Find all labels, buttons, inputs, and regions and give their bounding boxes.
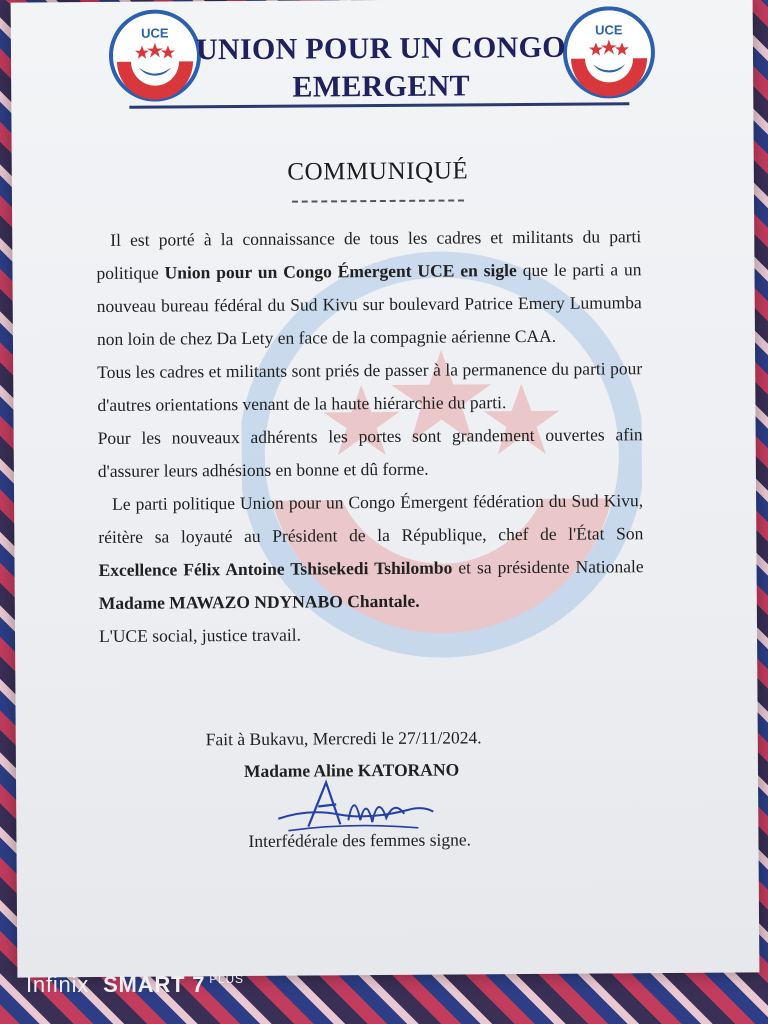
slogan-line: L'UCE social, justice travail.	[98, 624, 302, 646]
heading-underline	[292, 199, 464, 202]
camera-watermark	[26, 972, 244, 998]
signer-role: Interfédérale des femmes signe.	[248, 829, 472, 851]
logo-text: UCE	[141, 25, 169, 41]
camera-model-suffix: PLUS	[209, 972, 244, 986]
communique-body	[96, 220, 644, 653]
loyalty-text-mid: et sa présidente Nationale	[452, 556, 644, 578]
party-name-bold: Union pour un Congo Émergent UCE en sigle	[164, 260, 517, 283]
party-name-title: UNION POUR UN CONGO EMERGENT	[195, 30, 566, 104]
camera-brand: Infinix	[26, 972, 90, 997]
national-president-bold: Madame MAWAZO NDYNABO Chantale.	[98, 590, 420, 614]
announcement-text-end: que le parti a un nouveau bureau fédéral du Sud Kivu sur boulevard Patrice Emery Lumumba non loin de chez Da Lety en face de la compagnie aérienne CAA.	[96, 259, 642, 350]
paragraph-announcement	[96, 220, 642, 356]
date-place-line: Fait à Bukavu, Mercredi le 27/11/2024.	[205, 727, 482, 750]
party-logo-left	[109, 9, 202, 102]
document-heading: COMMUNIQUÉ	[287, 157, 469, 186]
party-logo-right	[563, 6, 656, 99]
president-name-bold: Excellence Félix Antoine Tshisekedi Tshilombo	[98, 557, 453, 581]
camera-model: SMART 7	[103, 972, 206, 997]
signer-name: Madame Aline KATORANO	[243, 759, 460, 781]
paragraph-invitation: Tous les cadres et militants sont priés de passer à la permanence du parti pour d'autres orientations venant de la haute hiérarchie du parti.	[97, 358, 643, 416]
loyalty-text-start: Le parti politique Union pour un Congo Émergent fédération du Sud Kivu, réitère sa loyauté au Président de la République, chef de l'État Son	[98, 490, 644, 548]
paragraph-new-members: Pour les nouveaux adhérents les portes sont grandement ouvertes afin d'assurer leurs adhésions en bonne et dû forme.	[97, 424, 643, 482]
paragraph-loyalty	[98, 484, 644, 620]
logo-text: UCE	[595, 22, 623, 38]
document-page	[11, 0, 760, 978]
announcement-text-start: Il est porté à la connaissance de tous les cadres et militants du parti politique	[96, 226, 642, 284]
